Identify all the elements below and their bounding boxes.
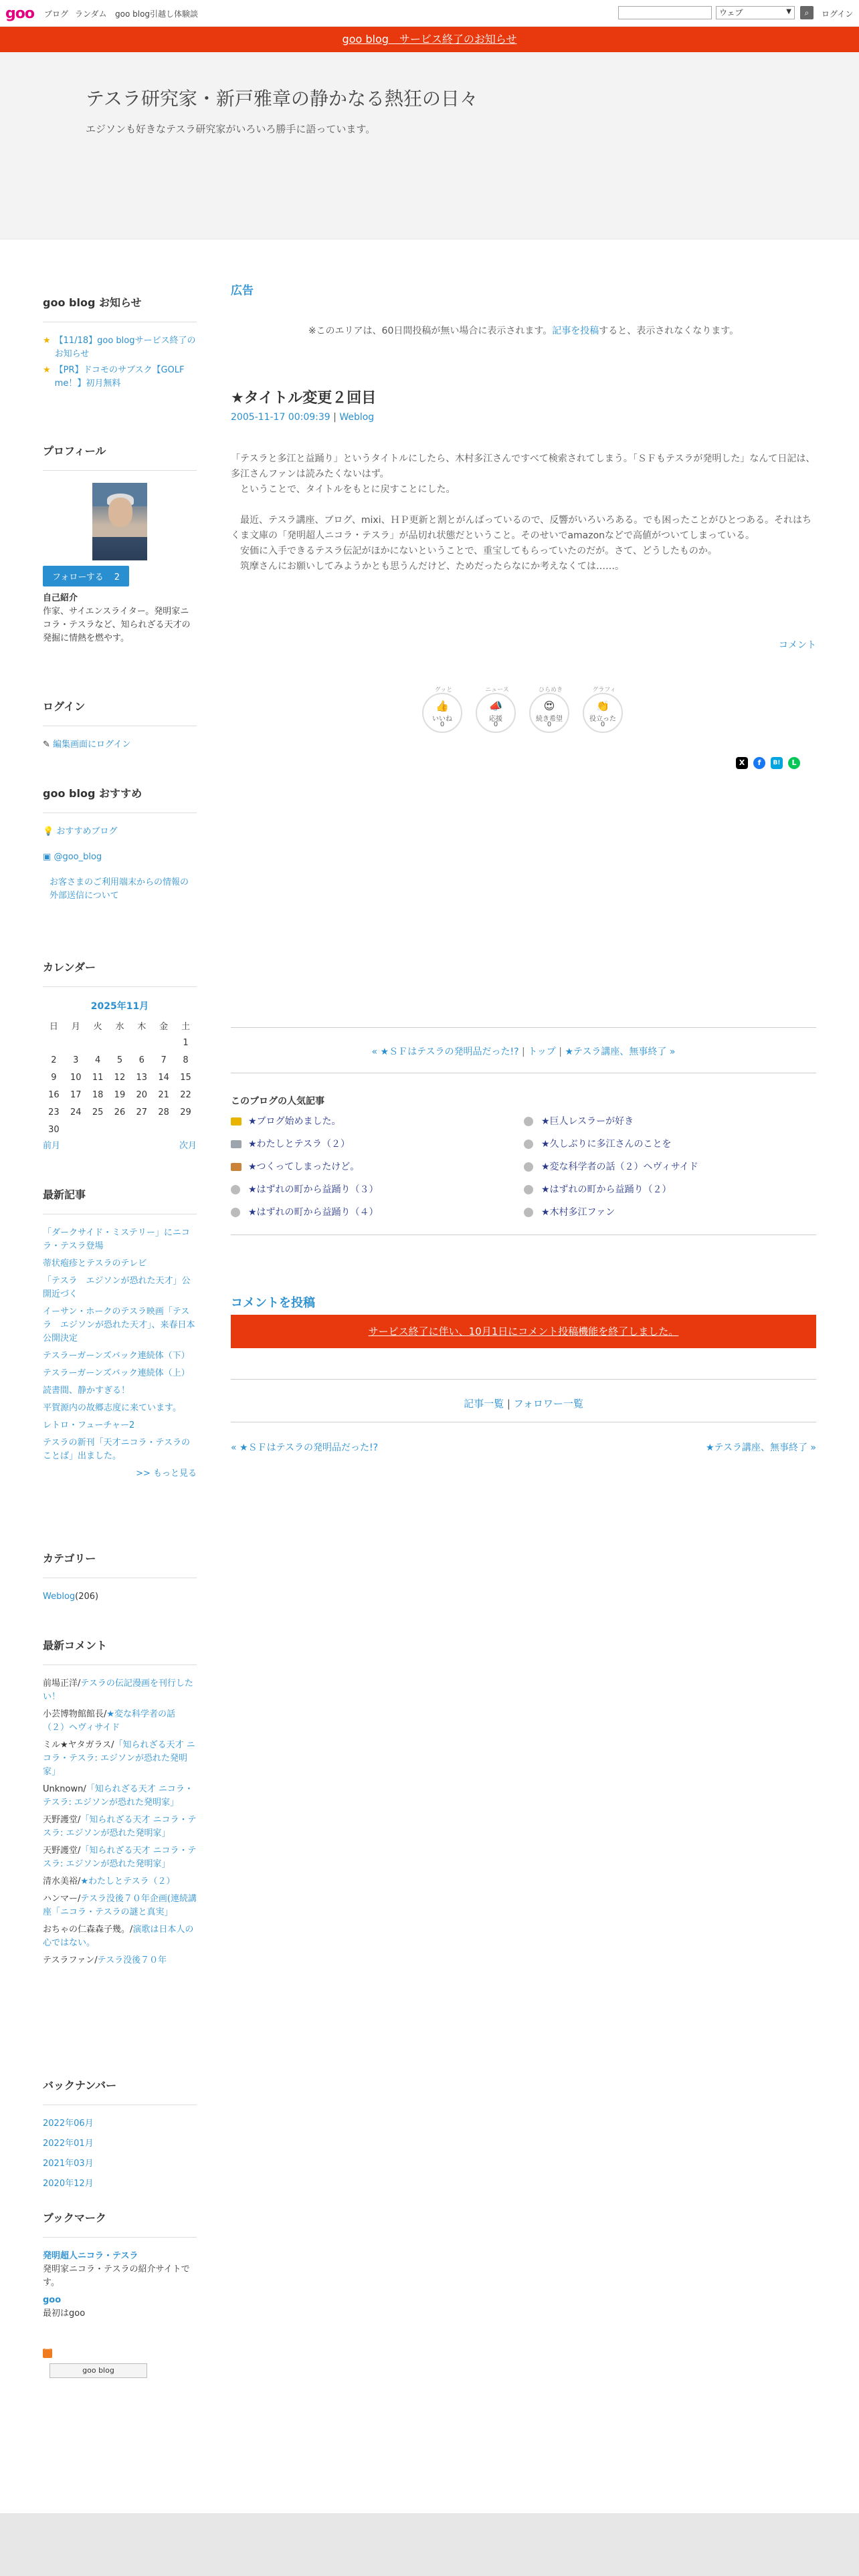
blog-title[interactable]: テスラ研究家・新戸雅章の静かなる熱狂の日々 — [86, 88, 478, 110]
calendar-day — [65, 1034, 87, 1051]
popular-post-link[interactable]: ★久しぶりに多江さんのことを — [524, 1137, 672, 1150]
calendar-day: 8 — [183, 1055, 189, 1065]
thumbs-up-icon: 👍 — [436, 700, 449, 712]
weekday: 日 — [49, 1021, 58, 1032]
comment-link[interactable]: コメント — [779, 640, 816, 651]
divider — [231, 1379, 816, 1380]
recent-post-link[interactable]: テスラの新刊「天才ニコラ・テスラのことば」出ました。 — [43, 1438, 190, 1461]
category-link[interactable]: Weblog — [43, 1592, 76, 1602]
weekday: 月 — [71, 1021, 80, 1032]
post-article-link[interactable]: 記事を投稿 — [552, 326, 599, 336]
recommend-blog-link[interactable]: おすすめブログ — [56, 827, 118, 837]
weekday: 水 — [115, 1021, 124, 1032]
star-icon: ★ — [43, 365, 51, 375]
clap-icon: 👏 — [596, 700, 609, 712]
popular-post-link[interactable]: ★巨人レスラーが好き — [524, 1114, 634, 1128]
search-scope-value: ウェブ — [719, 8, 743, 17]
recent-post-link[interactable]: 平賀源内の故郷志度に来ています。 — [43, 1403, 181, 1413]
profile-section — [43, 443, 197, 645]
popular-post-link[interactable]: ★変な科学者の話（２）ヘヴィサイド — [524, 1160, 698, 1173]
top-bar — [0, 0, 859, 27]
next-post-link-bottom[interactable]: ★テスラ講座、無事終了 » — [705, 1442, 816, 1453]
recent-post-link[interactable]: レトロ・フューチャー2 — [43, 1420, 135, 1430]
prev-post-link[interactable]: « ★ＳＦはテスラの発明品だった!? — [371, 1047, 519, 1057]
comment-user: 小芸博物館館長/ — [43, 1709, 107, 1719]
search-scope-select[interactable] — [716, 6, 795, 19]
calendar-day: 19 — [114, 1089, 126, 1100]
comment-user: おちゃの仁森森子幾。/ — [43, 1925, 133, 1935]
popular-post-link[interactable]: ★つくってしまったけど。 — [231, 1160, 359, 1173]
post-paragraph: 安価に入手できるテスラ伝記がほかにないということで、重宝してもらっていたのだが。さて、どうしたものか。 — [231, 546, 717, 556]
reaction-like-button[interactable]: グッと 👍 いいね 0 — [422, 693, 462, 733]
popular-posts-title: このブログの人気記事 — [231, 1096, 324, 1107]
megaphone-icon: 📣 — [489, 700, 502, 712]
calendar-day: 21 — [158, 1089, 169, 1100]
heart-eyes-icon: 😍 — [543, 700, 555, 712]
comment-post-link[interactable]: ★わたしとテスラ（２） — [80, 1876, 175, 1887]
recent-post-link[interactable]: 蒂状疱疹とテスラのテレビ — [43, 1259, 147, 1269]
bookmark-section — [43, 2210, 197, 2378]
next-post-link[interactable]: ★テスラ講座、無事終了 » — [565, 1047, 676, 1057]
list-links: 記事一覧 | フォロワー一覧 — [464, 1398, 583, 1410]
top-link[interactable]: トップ — [528, 1047, 556, 1057]
rank-dot-icon — [524, 1117, 533, 1126]
comment-user: 前場正洋/ — [43, 1679, 81, 1689]
nav-migration-link[interactable]: goo blog引越し体験談 — [115, 9, 199, 19]
calendar-section — [43, 959, 197, 1154]
blog-description: エジソンも好きなテスラ研究家がいろいろ勝手に語っています。 — [86, 123, 376, 135]
comment-post-link[interactable]: 演歌は日本人の心ではない。 — [43, 1925, 194, 1948]
comment-user: 天野護堂/ — [43, 1846, 81, 1856]
calendar-day: 3 — [73, 1055, 79, 1065]
crown-silver-icon — [231, 1140, 242, 1148]
bulb-icon: 💡 — [43, 827, 54, 837]
calendar-day: 24 — [70, 1107, 82, 1117]
goo-logo[interactable]: goo — [5, 5, 34, 22]
calendar-day: 20 — [136, 1089, 148, 1100]
calendar-day: 12 — [114, 1072, 126, 1083]
calendar-next-link[interactable]: 次月 — [179, 1141, 197, 1151]
calendar-day: 18 — [92, 1089, 104, 1100]
calendar-day: 11 — [92, 1072, 104, 1083]
calendar-title: カレンダー — [43, 959, 197, 987]
footer — [0, 2513, 859, 2576]
category-count: (206) — [75, 1592, 99, 1602]
calendar-day — [87, 1034, 109, 1051]
calendar-day: 25 — [92, 1107, 104, 1117]
search-icon[interactable]: ⌕ — [800, 6, 814, 19]
ad-note: ※このエリアは、60日間投稿が無い場合に表示されます。記事を投稿すると、表示されなくなります。 — [308, 326, 739, 336]
post-category-link[interactable]: Weblog — [339, 412, 375, 423]
profile-title: プロフィール — [43, 443, 197, 471]
divider — [231, 1027, 816, 1028]
comment-post-link[interactable]: テスラの伝記漫画を刊行したい！ — [43, 1679, 193, 1702]
admin-login-link[interactable]: 編集画面にログイン — [53, 740, 131, 750]
rank-dot-icon — [524, 1185, 533, 1194]
backnumber-section — [43, 2077, 197, 2192]
category-title: カテゴリー — [43, 1550, 197, 1578]
popular-post-link[interactable]: ★はずれの町から益踊り（２） — [524, 1182, 672, 1196]
recent-post-link[interactable]: 「ダークサイド・ミステリー」にニコラ・テスラ登場 — [43, 1228, 190, 1251]
calendar-month: 2025年11月 — [90, 1001, 149, 1012]
recent-comments-section — [43, 1637, 197, 1971]
calendar-day: 2 — [51, 1055, 57, 1065]
post-paragraph — [231, 498, 816, 513]
category-section — [43, 1550, 197, 1604]
news-item[interactable]: 【PR】ドコモのサブスク【GOLF me！】初月無料 — [54, 365, 185, 389]
backnumber-link[interactable]: 2021年03月 — [43, 2159, 94, 2169]
comment-user: ミル★ヤタガラス/ — [43, 1740, 114, 1750]
search-input[interactable] — [618, 6, 712, 19]
calendar-day: 1 — [183, 1037, 189, 1048]
crown-bronze-icon — [231, 1163, 242, 1171]
news-title: goo blog お知らせ — [43, 294, 197, 322]
backnumber-link[interactable]: 2022年01月 — [43, 2139, 94, 2149]
calendar-day: 7 — [161, 1055, 167, 1065]
calendar-day — [175, 1121, 197, 1138]
star-icon: ★ — [43, 336, 51, 346]
calendar-day: 29 — [180, 1107, 191, 1117]
calendar-day: 9 — [51, 1072, 57, 1083]
login-title: ログイン — [43, 698, 197, 726]
calendar-day — [87, 1121, 109, 1138]
post-paragraph: 「テスラと多江と益踊り」というタイトルにしたら、木村多江さんですべて検索されてしまう。「ＳＦもテスラが発明した」なんて日記は、多江さんファンは読みたくないはず。 — [231, 453, 816, 479]
calendar-day: 13 — [136, 1072, 148, 1083]
comment-post-link[interactable]: ★変な科学者の話（２）ヘヴィサイド — [43, 1709, 176, 1733]
reaction-count: 0 — [600, 721, 605, 728]
goo-blog-x-link[interactable]: @goo_blog — [54, 852, 102, 862]
calendar-prev-link[interactable]: 前月 — [43, 1141, 61, 1151]
follow-count: 2 — [114, 572, 120, 582]
chevron-down-icon: ▼ — [786, 8, 791, 15]
reaction-helpful-button[interactable]: グラフィ 👏 役立った 0 — [583, 693, 623, 733]
external-transmission-link[interactable]: お客さまのご利用端末からの情報の外部送信について — [50, 877, 189, 901]
popular-post-link[interactable]: ★はずれの町から益踊り（４） — [231, 1205, 379, 1218]
calendar-day: 16 — [48, 1089, 60, 1100]
calendar-day — [130, 1034, 153, 1051]
rank-dot-icon — [231, 1185, 240, 1194]
nav-random-link[interactable]: ランダム — [75, 9, 107, 19]
backnumber-link[interactable]: 2020年12月 — [43, 2179, 94, 2189]
comment-closed-banner — [231, 1315, 816, 1348]
rank-dot-icon — [524, 1208, 533, 1217]
bookmark-description: 発明家ニコラ・テスラの紹介サイトです。 — [43, 2264, 190, 2288]
login-section — [43, 698, 197, 752]
rank-dot-icon — [524, 1162, 533, 1172]
hatena-bookmark-icon[interactable]: B! — [771, 757, 783, 769]
comment-post-link[interactable]: 「知られざる天才 ニコラ・テスラ: エジソンが恐れた発明家」 — [43, 1784, 193, 1808]
comment-user: 天野護堂/ — [43, 1815, 81, 1825]
weekday: 土 — [181, 1021, 191, 1032]
comment-post-link[interactable]: テスラ没後７０年企画(連続講座「ニコラ・テスラの謎と真実」 — [43, 1894, 197, 1917]
bookmark-link[interactable]: goo — [43, 2295, 62, 2305]
recent-post-link[interactable]: 「テスラ エジソンが恐れた天才」公開近づく — [43, 1276, 191, 1299]
calendar-day: 14 — [158, 1072, 169, 1083]
post-datetime: 2005-11-17 00:09:39 — [231, 412, 330, 423]
comment-post-link[interactable]: 「知られざる天才 ニコラ・テスラ: エジソンが恐れた発明家」 — [43, 1846, 197, 1869]
post-paragraph: 筑摩さんにお願いしてみようかとも思うんだけど、ためだったらなにか考えなくては……。 — [231, 561, 624, 572]
calendar-table — [43, 1016, 197, 1138]
nav-blog-link[interactable]: ブログ — [44, 9, 69, 19]
calendar-day: 22 — [180, 1089, 191, 1100]
post-meta: 2005-11-17 00:09:39 | Weblog — [231, 412, 375, 423]
backnumber-list[interactable] — [43, 2117, 197, 2192]
recommend-title: goo blog おすすめ — [43, 785, 197, 813]
calendar-day — [130, 1121, 153, 1138]
comment-post-link[interactable]: 「知られざる天才 ニコラ・テスラ: エジソンが恐れた発明家」 — [43, 1740, 195, 1777]
recent-comments-title: 最新コメント — [43, 1637, 197, 1665]
post-body — [231, 451, 816, 574]
article-list-link[interactable]: 記事一覧 — [464, 1398, 504, 1410]
calendar-day — [109, 1121, 131, 1138]
bookmark-description: 最初はgoo — [43, 2309, 86, 2319]
facebook-share-icon[interactable]: f — [753, 757, 765, 769]
ad-title: 広告 — [231, 284, 254, 298]
calendar-day: 6 — [138, 1055, 145, 1065]
follower-list-link[interactable]: フォロワー一覧 — [513, 1398, 583, 1410]
recent-posts-title: 最新記事 — [43, 1186, 197, 1214]
comment-user: テスラファン/ — [43, 1955, 98, 1965]
crown-gold-icon — [231, 1117, 242, 1125]
line-share-icon[interactable]: L — [788, 757, 800, 769]
comment-post-link[interactable]: テスラ没後７０年 — [97, 1955, 167, 1965]
recent-posts-section — [43, 1186, 197, 1481]
news-item[interactable]: 【11/18】goo blogサービス終了のお知らせ — [54, 336, 196, 359]
backnumber-link[interactable]: 2022年06月 — [43, 2119, 94, 2129]
goo-blog-badge[interactable]: goo blog — [50, 2363, 147, 2378]
recent-more-link[interactable]: >> もっと見る — [136, 1469, 197, 1479]
blog-header — [0, 52, 859, 239]
comment-user: ハンマー/ — [43, 1894, 81, 1904]
intro-text: 作家、サイエンスライター。発明家ニコラ・テスラなど、知られざる天才の発掘に情熱を燃やす。 — [43, 607, 191, 643]
calendar-day: 30 — [48, 1124, 60, 1135]
reaction-count: 0 — [493, 721, 498, 728]
follow-button[interactable]: フォローする 2 — [43, 566, 129, 586]
bookmark-link[interactable]: 発明超人ニコラ・テスラ — [43, 2251, 138, 2261]
prev-post-link-bottom[interactable]: « ★ＳＦはテスラの発明品だった!? — [231, 1442, 379, 1453]
calendar-day: 28 — [158, 1107, 169, 1117]
reaction-more-button[interactable]: ひらめき 😍 続き希望 0 — [529, 693, 569, 733]
comment-user: 清水美裕/ — [43, 1876, 81, 1887]
reaction-count: 0 — [547, 721, 552, 728]
post-title: ★タイトル変更２回目 — [231, 390, 377, 407]
calendar-day: 10 — [70, 1072, 82, 1083]
news-section — [43, 294, 197, 393]
calendar-day — [109, 1034, 131, 1051]
bookmark-title: ブックマーク — [43, 2210, 197, 2238]
popular-post-link[interactable]: ★ブログ始めました。 — [231, 1114, 341, 1128]
reaction-count: 0 — [440, 721, 445, 728]
post-paragraph: 最近、テスラ講座、ブログ、mixi、ＨＰ更新と割とがんばっているので、反響がいろいろある。でも困ったことがひとつある。それはちくま文庫の「発明超人ニコラ・テスラ」が品切れ状態だということ。そのせいでamazonなどで高値がついてしまっている。 — [231, 515, 812, 541]
x-icon: ▣ — [43, 852, 52, 862]
calendar-day: 5 — [116, 1055, 123, 1065]
calendar-day: 15 — [180, 1072, 191, 1083]
calendar-day: 17 — [70, 1089, 82, 1100]
popular-post-link[interactable]: ★木村多江ファン — [524, 1205, 615, 1218]
service-end-banner — [0, 27, 859, 52]
calendar-day: 4 — [94, 1055, 101, 1065]
popular-post-link[interactable]: ★はずれの町から益踊り（３） — [231, 1182, 379, 1196]
calendar-day: 27 — [136, 1107, 148, 1117]
calendar-day — [65, 1121, 87, 1138]
popular-post-link[interactable]: ★わたしとテスラ（２） — [231, 1137, 350, 1150]
intro-label: 自己紹介 — [43, 593, 78, 603]
comment-post-link[interactable]: 「知られざる天才 ニコラ・テスラ: エジソンが恐れた発明家」 — [43, 1815, 197, 1838]
reaction-cheer-button[interactable]: ニュース 📣 応援 0 — [476, 693, 516, 733]
recent-post-link[interactable]: イーサン・ホークのテスラ映画「テスラ エジソンが恐れた天才」、来春日本公開決定 — [43, 1307, 195, 1344]
rss-icon[interactable]: ⌒ — [44, 2349, 51, 2357]
login-link[interactable]: ログイン — [822, 9, 854, 19]
weekday: 金 — [159, 1021, 169, 1032]
calendar-day — [153, 1121, 175, 1138]
post-navigation: « ★ＳＦはテスラの発明品だった!? | トップ | ★テスラ講座、無事終了 » — [371, 1047, 676, 1057]
calendar-day: 23 — [48, 1107, 60, 1117]
post-paragraph: ということで、タイトルをもとに戻すことにした。 — [231, 484, 456, 495]
recent-post-link[interactable]: テスラーガーンズバック連続体（上） — [43, 1368, 190, 1378]
rank-dot-icon — [524, 1140, 533, 1149]
calendar-day — [43, 1034, 65, 1051]
rank-dot-icon — [231, 1208, 240, 1217]
weekday: 火 — [93, 1021, 102, 1032]
calendar-day: 26 — [114, 1107, 126, 1117]
recommend-section — [43, 785, 197, 903]
recent-post-link[interactable]: 読書間、静かすぎる！ — [43, 1386, 130, 1396]
recent-post-link[interactable]: テスラーガーンズバック連続体（下） — [43, 1351, 190, 1361]
comment-user: Unknown/ — [43, 1784, 86, 1794]
backnumber-title: バックナンバー — [43, 2077, 197, 2105]
calendar-day — [153, 1034, 175, 1051]
pencil-icon: ✎ — [43, 740, 50, 750]
profile-avatar[interactable] — [92, 483, 147, 560]
comment-closed-link[interactable]: サービス終了に伴い、10月1日にコメント投稿機能を終了しました。 — [368, 1325, 679, 1337]
comment-post-title: コメントを投稿 — [231, 1296, 315, 1310]
service-end-link[interactable]: goo blog サービス終了のお知らせ — [342, 33, 517, 45]
weekday: 木 — [137, 1021, 147, 1032]
x-share-icon[interactable]: X — [736, 757, 748, 769]
